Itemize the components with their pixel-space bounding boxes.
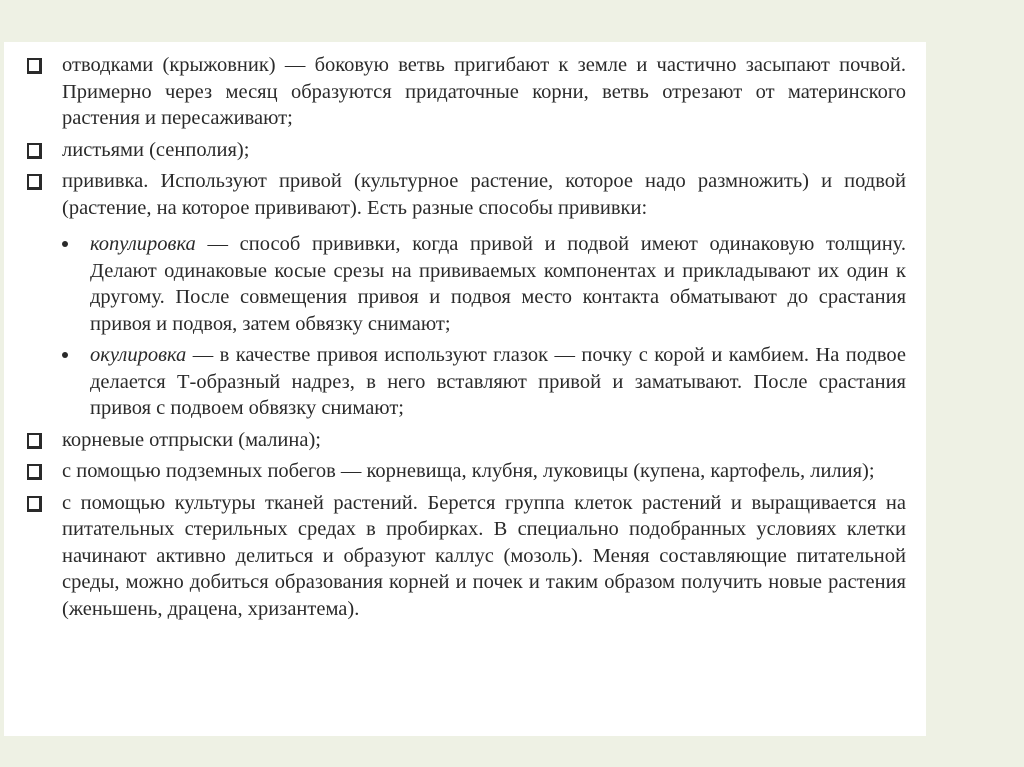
list-item [26,427,906,454]
list-item-text: с помощью культуры тканей растений. Берется группа клеток растений и выращивается на питательных стерильных средах в пробирках. В специально подобранных условиях клетки начинают активно делиться и образуют каллус (мозоль). Меняя составляющие питательной среды, можно добиться образования корней и почек и таким образом получить новые растения (женьшень, драцена, хризантема). [62,491,906,620]
list-item-text: листьями (сенполия); [62,138,250,161]
sub-list-item [26,231,906,337]
list-item-text: прививка. Используют привой (культурное растение, которое надо размножить) и подвой (растение, на которое прививают). Есть разные способы прививки: [62,170,906,219]
list-item-text: корневые отпрыски (малина); [62,428,321,451]
checkbox-bullet-icon [27,433,42,449]
checkbox-bullet-icon [27,58,42,74]
term-copulation: копулировка [90,233,196,255]
document-page [4,42,926,736]
list-item-text: с помощью подземных побегов — корневища, клубня, луковицы (купена, картофель, лилия); [62,460,875,482]
list-item [26,168,906,221]
list-item-text: отводками (крыжовник) — боковую ветвь пригибают к земле и частично засыпают почвой. Примерно через месяц образуются придаточные корни, ветвь отрезают от материнского растения и пересаживают; [62,54,906,129]
dot-bullet-icon [62,352,68,358]
sub-list-item [26,342,906,422]
checkbox-bullet-icon [27,496,42,512]
sub-list-item-text: — способ прививки, когда привой и подвой имеют одинаковую толщину. Делают одинаковые косые срезы на прививаемых компонентах и прикладывают их один к другому. После совмещения привоя и подвоя место контакта обматывают до срастания привоя и подвоя, затем обвязку снимают; [90,233,906,335]
sub-list-item-text: — в качестве привоя используют глазок — почку с корой и камбием. На подвое делается Т-образный надрез, в него вставляют привой и заматывают. После срастания привоя с подвоем обвязку снимают; [90,344,906,419]
dot-bullet-icon [62,241,68,247]
list-item [26,458,906,485]
document-content [26,52,906,627]
term-budding: окулировка [90,344,187,366]
checkbox-bullet-icon [27,174,42,190]
checkbox-bullet-icon [27,143,42,159]
list-item [26,52,906,132]
list-item [26,490,906,623]
list-item [26,137,906,164]
checkbox-bullet-icon [27,464,42,480]
